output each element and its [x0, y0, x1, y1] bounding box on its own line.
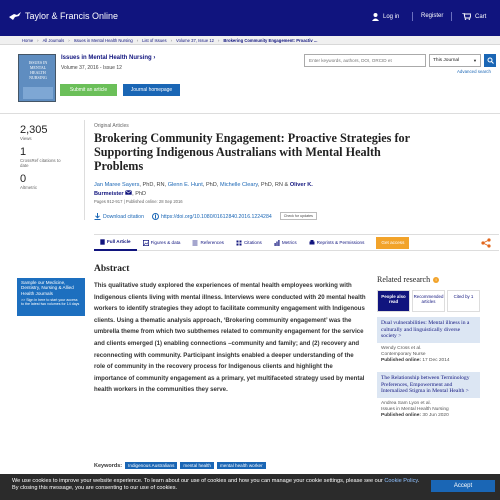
- search-input[interactable]: [304, 54, 426, 67]
- divider: [451, 12, 452, 21]
- divider: [412, 12, 413, 21]
- author-link[interactable]: Jan Maree Sayers: [94, 182, 140, 188]
- link-icon: [152, 213, 159, 220]
- ad-subtext: >> Sign in here to start your access to the latest two volumes for 14 days: [21, 298, 80, 307]
- related-article-title[interactable]: Dual vulnerabilities: Mental illness in a culturally and linguistically diverse society >: [377, 317, 480, 343]
- ad-headline: Sample our Medicine, Dentistry, Nursing & Allied Health Journals: [21, 280, 74, 296]
- top-navigation-bar: [0, 0, 500, 36]
- related-article-title[interactable]: The Relationship between Terminology Preferences, Empowerment and Internalized Stigma in Mental Health >: [377, 372, 480, 398]
- abstract-heading: Abstract: [94, 264, 130, 274]
- brand-name: Taylor & Francis Online: [25, 11, 119, 21]
- check-for-updates-badge[interactable]: Check for updates: [280, 212, 317, 220]
- chevron-right-icon: ›: [136, 37, 139, 43]
- related-article-author: Andrea Sam Lyon et al.: [381, 400, 431, 406]
- chevron-down-icon: ▼: [473, 58, 477, 63]
- crumb-journal[interactable]: Issues in Mental Health Nursing: [73, 37, 133, 43]
- tab-cited-by[interactable]: Cited by 1: [447, 290, 480, 312]
- keywords: [94, 462, 266, 469]
- crumb-issue[interactable]: Volume 37, Issue 12: [176, 37, 214, 43]
- search-scope-select[interactable]: [429, 54, 481, 67]
- register-link[interactable]: Register: [421, 13, 444, 19]
- related-article-meta: Wendy Cross et al. Contemporary Nurse Published online: 17 Dec 2014: [377, 346, 480, 365]
- advanced-search-link[interactable]: Advanced search: [457, 69, 491, 74]
- download-citation-link[interactable]: Download citation: [94, 213, 144, 220]
- article-tabs: [94, 234, 499, 251]
- crossref-label: CrossRef citations to date: [20, 157, 61, 168]
- divider: [84, 120, 85, 220]
- article-links: [94, 212, 317, 220]
- tab-recommended-articles[interactable]: Recommended articles: [412, 290, 445, 312]
- download-icon: [94, 213, 101, 220]
- accept-cookies-button[interactable]: Accept: [431, 480, 495, 492]
- brand-logo[interactable]: [8, 11, 118, 21]
- crumb-list-of-issues[interactable]: List of Issues: [142, 37, 167, 43]
- journal-homepage-button[interactable]: Journal homepage: [123, 84, 180, 96]
- tab-citations[interactable]: Citations: [230, 234, 268, 251]
- cart-label: Cart: [475, 13, 487, 20]
- reprints-icon: [309, 240, 315, 246]
- article-title: Brokering Community Engagement: Proactive Strategies for Supporting Indigenous Australians with Mental Health Problems: [94, 131, 410, 174]
- chevron-right-icon: ›: [37, 37, 39, 43]
- related-article-meta: Andrea Sam Lyon et al. Issues in Mental Health Nursing Published online: 30 Jun 2020: [377, 401, 480, 420]
- keyword-tag[interactable]: mental health: [180, 462, 214, 469]
- share-icon[interactable]: [481, 238, 491, 248]
- related-research: [377, 275, 480, 419]
- article-metrics: [20, 124, 82, 194]
- document-icon: [100, 239, 105, 245]
- chevron-right-icon: ›: [170, 37, 173, 43]
- views-label: Views: [20, 136, 32, 141]
- references-icon: [192, 240, 198, 246]
- cookie-message: We use cookies to improve your website experience. To learn about our use of cookies and how you can manage your cookie settings, please see our Cookie Policy. By closing this message, you are consenting to our use of cookies.: [12, 478, 420, 491]
- cover-art: [23, 87, 53, 99]
- author-list: Jan Maree Sayers, PhD, RN, Glenn E. Hunt, PhD, Michelle Cleary, PhD, RN & Oliver K. Burmeister , PhD: [94, 182, 313, 197]
- cookie-policy-link[interactable]: Cookie Policy: [384, 478, 418, 484]
- breadcrumb: [0, 36, 500, 45]
- crumb-home[interactable]: Home: [22, 37, 34, 43]
- cart-link[interactable]: [462, 13, 486, 20]
- journal-title[interactable]: Issues in Mental Health Nursing ›: [61, 55, 156, 61]
- search-button[interactable]: [484, 54, 496, 67]
- cart-icon: [462, 13, 471, 20]
- related-heading: Related research i: [377, 275, 480, 284]
- user-icon: [372, 13, 379, 21]
- abstract-text: This qualitative study explored the experiences of mental health employees working with Indigenous clients living with mental illness. Interviews were conducted with 20 mental health workers to identify strategies they adopt to facilitate community engagement with Indigenous clients. Using a thematic analysis approach, ‘Brokering community engagement’ was the umbrella theme from which two subthemes related to community engagement for the service and clients emerged (1) enabling connections –community and family; and (2) recovery and reconnecting with community. Participant insights enabled a deeper understanding of the role of community in the recovery process for Indigenous clients and highlight the importance of community engagement as a primary, yet multifaceted strategy used by mental health workers in the communities they serve.: [94, 282, 366, 394]
- tab-reprints-permissions[interactable]: Reprints & Permissions: [303, 234, 371, 251]
- search-scope-value: This Journal: [433, 58, 460, 63]
- related-article-journal: Issues in Mental Health Nursing: [381, 406, 449, 412]
- sample-journals-ad[interactable]: [17, 278, 85, 316]
- crumb-current: Brokering Community Engagement: Proactiv ...: [223, 37, 318, 43]
- chevron-right-icon: ›: [68, 37, 70, 43]
- doi-link[interactable]: https://doi.org/10.1080/01612840.2016.1224284: [152, 213, 272, 220]
- crossref-count[interactable]: 1: [20, 145, 27, 158]
- keywords-label: Keywords:: [94, 462, 123, 469]
- related-tabs: [377, 290, 480, 312]
- related-article-journal: Contemporary Nurse: [381, 351, 426, 357]
- crumb-all-journals[interactable]: All Journals: [42, 37, 65, 43]
- article-type: Original Articles: [94, 123, 129, 129]
- related-article-author: Wendy Cross et al.: [381, 345, 422, 351]
- login-link[interactable]: [372, 13, 399, 21]
- logo-bird-icon: [8, 11, 22, 21]
- citations-icon: [236, 240, 242, 246]
- tab-people-also-read[interactable]: People also read: [377, 290, 410, 312]
- tab-metrics[interactable]: Metrics: [268, 234, 303, 251]
- search-icon: [487, 57, 494, 64]
- submit-article-button[interactable]: Submit an article: [60, 84, 117, 96]
- altmetric-label: Altmetric: [20, 184, 38, 190]
- views-count: 2,305: [20, 124, 48, 136]
- metrics-icon: [274, 240, 280, 246]
- publication-info: Pages 912-917 | Published online: 28 Sep 2016: [94, 199, 183, 204]
- tab-full-article[interactable]: Full Article: [94, 234, 137, 251]
- journal-cover[interactable]: [18, 54, 56, 102]
- keyword-tag[interactable]: mental health worker: [217, 462, 266, 469]
- author-link[interactable]: Michelle Cleary: [219, 182, 258, 188]
- author-link[interactable]: Oliver K. Burmeister: [94, 182, 313, 197]
- login-label: Log in: [383, 14, 400, 20]
- journal-volume: Volume 37, 2016 - Issue 12: [61, 65, 122, 71]
- divider: [0, 113, 500, 114]
- chevron-right-icon: ›: [217, 37, 220, 43]
- figures-icon: [143, 240, 149, 246]
- tab-references[interactable]: References: [186, 234, 230, 251]
- cookie-banner: [0, 474, 500, 500]
- info-icon[interactable]: i: [433, 277, 439, 283]
- cover-title: ISSUES IN MENTAL HEALTH NURSING: [28, 60, 48, 80]
- get-access-button[interactable]: Get access: [376, 237, 409, 249]
- author-link[interactable]: Glenn E. Hunt: [167, 182, 203, 188]
- tab-figures-data[interactable]: Figures & data: [137, 234, 187, 251]
- altmetric-count[interactable]: 0: [20, 172, 27, 185]
- keyword-tag[interactable]: Indigenous Australians: [125, 462, 177, 469]
